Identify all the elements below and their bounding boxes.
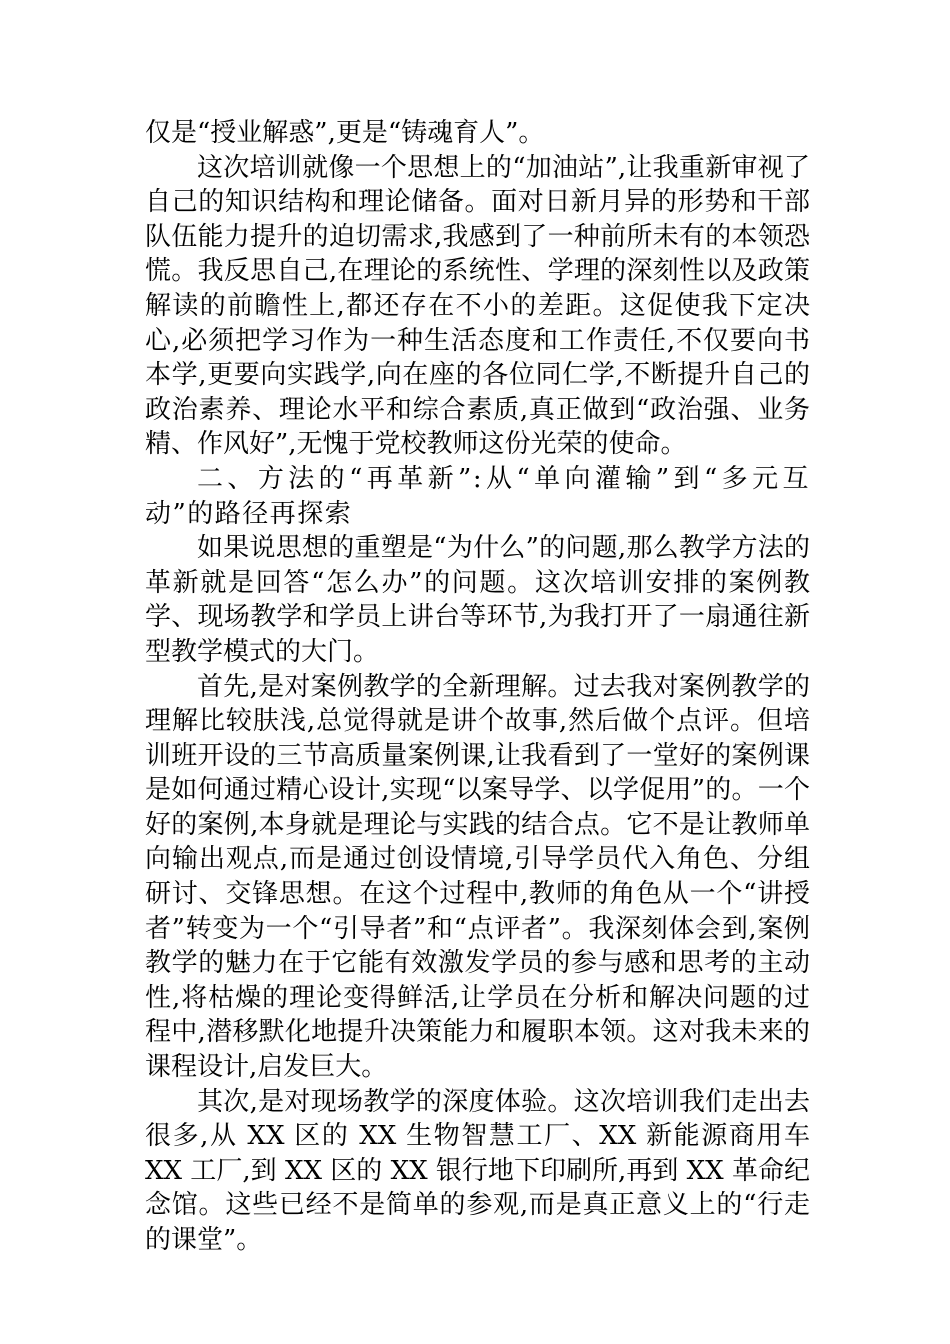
paragraph-2: 这次培训就像一个思想上的“加油站”,让我重新审视了自己的知识结构和理论储备。面对日新月异的形势和干部队伍能力提升的迫切需求,我感到了一种前所未有的本领恐慌。我反思自己,在理论的系统性、学理的深刻性以及政策解读的前瞻性上,都还存在不小的差距。这促使我下定决心,必须把学习作为一种生活态度和工作责任,不仅要向书本学,更要向实践学,向在座的各位同仁学,不断提升自己的政治素养、理论水平和综合素质,真正做到“政治强、业务精、作风好”,无愧于党校教师这份光荣的使命。 — [145, 152, 810, 460]
document-body — [145, 116, 810, 1258]
paragraph-3: 如果说思想的重塑是“为什么”的问题,那么教学方法的革新就是回答“怎么办”的问题。这次培训安排的案例教学、现场教学和学员上讲台等环节,为我打开了一扇通往新型教学模式的大门。 — [145, 533, 810, 667]
paragraph-5: 其次,是对现场教学的深度体验。这次培训我们走出去很多,从 XX 区的 XX 生物智慧工厂、XX 新能源商用车 XX 工厂,到 XX 区的 XX 银行地下印刷所,再到 XX 革命纪念馆。这些已经不是简单的参观,而是真正意义上的“行走的课堂”。 — [145, 1086, 810, 1255]
section-heading: 二、方法的“再革新”:从“单向灌输”到“多元互动”的路径再探索 — [145, 463, 810, 529]
paragraph-1: 仅是“授业解惑”,更是“铸魂育人”。 — [145, 118, 545, 148]
paragraph-4: 首先,是对案例教学的全新理解。过去我对案例教学的理解比较肤浅,总觉得就是讲个故事,然后做个点评。但培训班开设的三节高质量案例课,让我看到了一堂好的案例课是如何通过精心设计,实现“以案导学、以学促用”的。一个好的案例,本身就是理论与实践的结合点。它不是让教师单向输出观点,而是通过创设情境,引导学员代入角色、分组研讨、交锋思想。在这个过程中,教师的角色从一个“讲授者”转变为一个“引导者”和“点评者”。我深刻体会到,案例教学的魅力在于它能有效激发学员的参与感和思考的主动性,将枯燥的理论变得鲜活,让学员在分析和解决问题的过程中,潜移默化地提升决策能力和履职本领。这对我未来的课程设计,启发巨大。 — [145, 671, 810, 1083]
